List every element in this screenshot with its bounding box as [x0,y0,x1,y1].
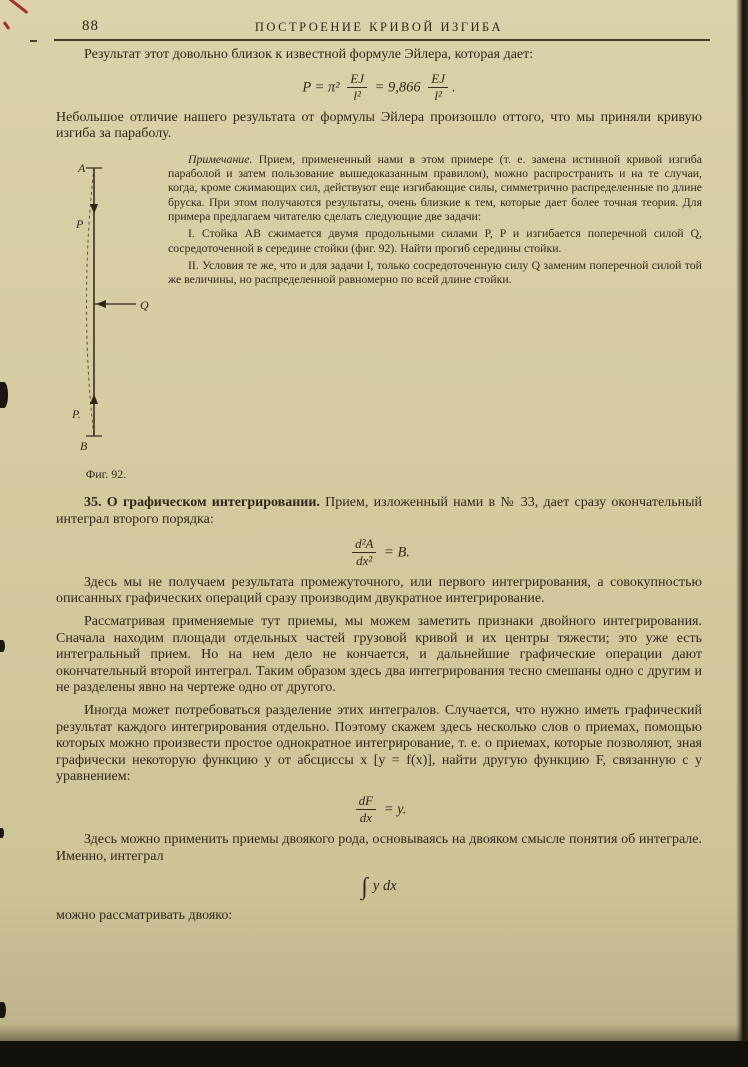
integral-sign: ∫ [361,874,368,901]
section-35-paragraph-4: Здесь можно применить приемы двоякого рода, основываясь на двояком смысле понятия об интеграле. Именно, интеграл [56,831,702,864]
formula-integral [56,874,702,901]
fraction-numerator: dF [356,794,376,811]
section-35-paragraph-2: Рассматривая применяемые тут приемы, мы можем заметить признаки двойного интегрирования. Сначала находим площади отдельных частей грузовой кривой и их центры тяжести; это уже есть интегральный прием. Но на нем дело не кончается, и дальнейшие графические операции дают окончательный второй интеграл. Таким образом здесь два интегрирования тесно смешаны одно с другим и не разделены явно на чертеже одно от другого. [56,613,702,696]
label-p-bottom: P. [72,406,81,421]
label-b: B [80,438,88,453]
running-title: ПОСТРОЕНИЕ КРИВОЙ ИЗГИБА [254,20,504,34]
figure-caption: Фиг. 92. [85,467,127,482]
section-35-paragraph-3: Иногда может потребоваться разделение этих интегралов. Случается, что нужно иметь графический результат каждого интегрирования отдельно. Поэтому скажем здесь несколько слов о приемах, помощью которых можно произвести простое однократное интегрирование, т. е. о приемах, которые позволяют, зная графически некоторую функцию y от абсциссы x [y = f(x)], найти другую функцию F, связанную с y уравнением: [56,702,702,785]
note-task-1: I. Стойка AB сжимается двумя продольными силами P, P и изгибается поперечной силой Q, сосредоточенной в середине стойки (фиг. 92). Найти прогиб середины стойки. [168,226,702,255]
fraction-denominator: dx [359,810,372,826]
fraction [356,794,376,826]
figure-92 [56,154,156,482]
fraction-numerator: EJ [428,72,448,89]
scan-bottom-shadow [0,1025,748,1041]
force-arrow-up-icon [90,394,98,404]
section-35-heading: 35. О графическом интегрировании. [84,495,320,511]
scan-ink-blob [0,382,8,408]
margin-dash-artifact [30,40,37,42]
label-p-top: P [76,216,84,231]
scan-bottom-edge [0,1041,748,1067]
note-task-2: II. Условия те же, что и для задачи I, только сосредоточенную силу Q заменим поперечной силой той же величины, но распределенной равномерно по всей длине стойки. [168,257,702,287]
q-arrow-icon [96,300,106,308]
fraction-denominator: l² [353,88,361,104]
label-a: A [78,160,86,175]
scan-right-edge [736,0,748,1067]
fraction-denominator: dx² [356,553,373,569]
section-35-paragraph-5: можно рассматривать двояко: [56,908,233,924]
fraction-numerator: EJ [347,72,367,89]
formula-term: = y. [383,801,407,818]
page-number: 88 [82,18,99,34]
page-header [56,16,702,38]
formula-df [56,794,702,826]
figure-92-diagram [56,154,156,454]
section-35-paragraph-1: Здесь мы не получаем результата промежуточного, или первого интегрирования, а совокупностью описанных графических операций сразу производим двукратное интегрирование. [56,574,702,607]
fraction [347,72,367,104]
fraction [352,537,376,569]
paragraph-euler-intro: Результат этот довольно близок к известной формуле Эйлера, которая дает: [84,47,534,62]
note-block [56,152,702,482]
fraction-denominator: l² [434,88,442,104]
note-body: Прием, примененный нами в этом примере (т. е. замена истинной кривой изгиба параболой и затем пользование вышедоказанным правилом), можно распространить и на те случаи, когда, кроме сжимающих сил, действуют еще изгибающие силы, симметрично распределенные по длине бруска. При этом получаются результаты, очень близкие к тем, которые дает более точная теория. Для примера предлагаем читателю сделать следующие две задачи: [168,151,702,224]
scan-ink-blob [0,1002,6,1018]
force-arrow-down-icon [90,204,98,214]
scan-ink-blob [0,828,4,838]
formula-term: = B. [384,544,410,561]
formula-term: = 9,866 [374,78,421,95]
formula-term: P = π² [302,78,340,95]
note-label: Примечание. [188,151,253,166]
formula-term: y dx [372,878,397,895]
formula-d2a [56,537,702,569]
header-rule [54,39,710,41]
formula-euler [56,72,702,104]
paragraph-euler-note: Небольшое отличие нашего результата от формулы Эйлера произошло оттого, что мы приняли кривую изгиба за параболу. [56,109,702,142]
fraction-numerator: d²A [352,537,376,554]
label-q: Q [140,297,149,312]
section-35-intro-rest: Прием, изложенный нами в № 33, дает сразу окончательный интеграл второго порядка: [56,495,702,528]
fraction [428,72,448,104]
scan-ink-blob [0,640,5,652]
section-35-intro [56,495,702,528]
formula-term: . [451,78,456,95]
